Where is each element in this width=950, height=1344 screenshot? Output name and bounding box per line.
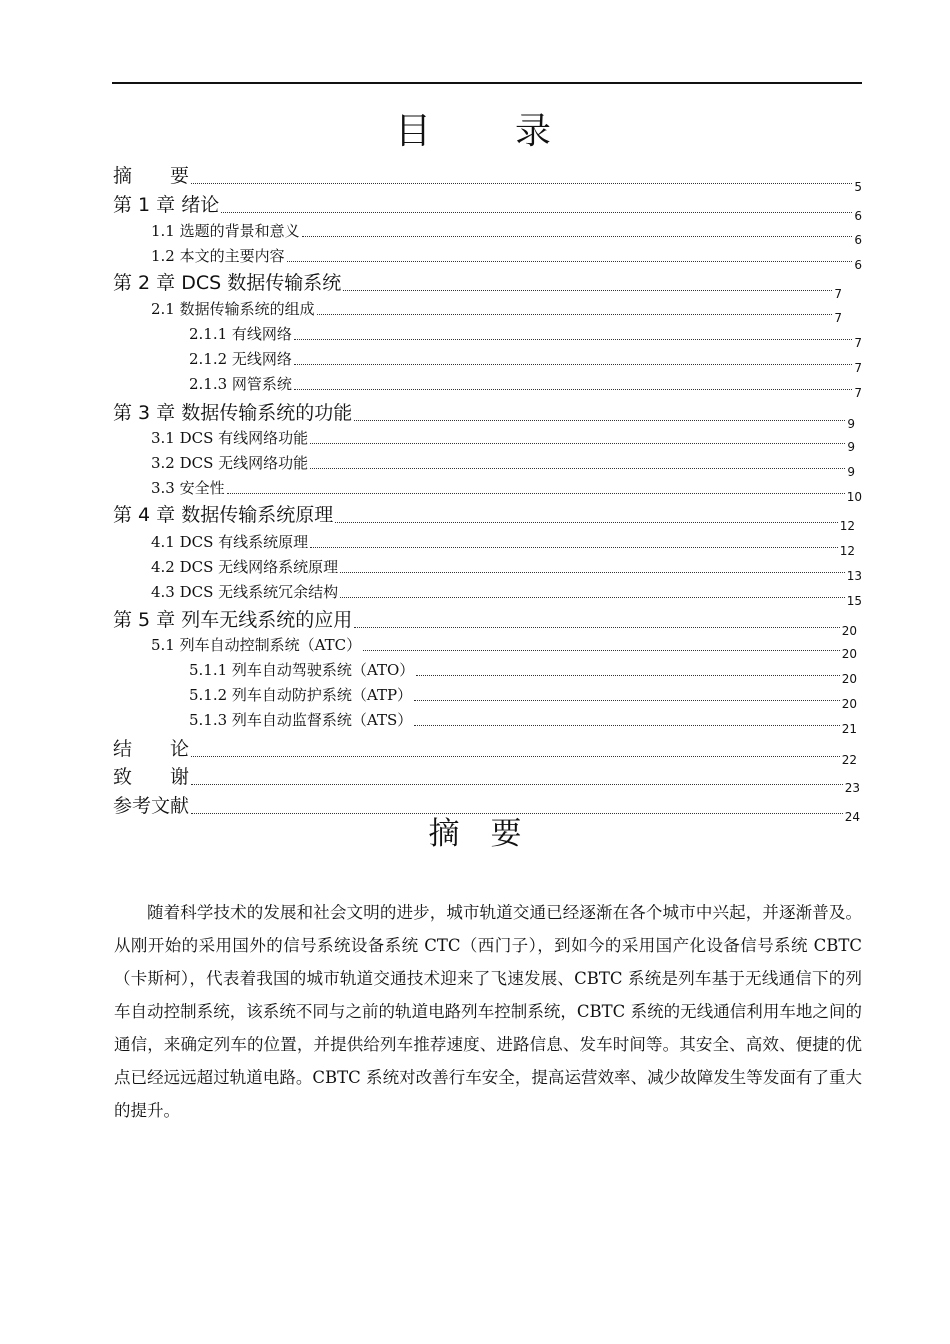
toc-page-number: 20 <box>841 672 857 686</box>
toc-leader <box>335 522 838 523</box>
toc-entry[interactable] <box>189 684 857 711</box>
toc-entry[interactable] <box>189 659 857 686</box>
toc-page-number: 22 <box>841 753 857 767</box>
toc-entry[interactable] <box>151 581 862 608</box>
toc-entry[interactable] <box>113 190 862 223</box>
toc-leader <box>310 443 845 444</box>
toc-entry[interactable] <box>113 398 855 431</box>
toc-leader <box>317 314 833 315</box>
toc-leader <box>340 572 845 573</box>
toc-leader <box>414 700 840 701</box>
toc-page-number: 7 <box>854 336 862 350</box>
toc-entry[interactable] <box>151 245 862 272</box>
toc-entry-text: 4.1 DCS 有线系统原理 <box>151 533 309 551</box>
toc-page-number: 6 <box>854 209 862 223</box>
abstract-body: 随着科学技术的发展和社会文明的进步，城市轨道交通已经逐渐在各个城市中兴起，并逐渐普及。从刚开始的采用国外的信号系统设备系统 CTC（西门子），到如今的采用国产化设备信号系统 CBTC（卡斯柯），代表着我国的城市轨道交通技术迎来了飞速发展、CBTC 系统是列车基于无线通信下的列车自动控制系统，该系统不同与之前的轨道电路列车控制系统，CBTC 系统的无线通信利用车地之间的通信，来确定列车的位置，并提供给列车推荐速度、进路信息、发车时间等。其安全、高效、便捷的优点已经远远超过轨道电路。CBTC 系统对改善行车安全，提高运营效率、减少故障发生等发面有了重大的提升。 <box>114 903 862 1120</box>
toc-leader <box>310 468 845 469</box>
toc-page-number: 9 <box>847 417 855 431</box>
toc-page-number: 23 <box>844 781 860 795</box>
toc-leader <box>191 784 843 785</box>
toc-entry[interactable] <box>113 734 857 767</box>
toc-entry-text: 1.1 选题的背景和意义 <box>151 222 300 240</box>
toc-entry[interactable] <box>151 298 842 325</box>
toc-entry-text: 第 3 章 数据传输系统的功能 <box>113 402 353 424</box>
toc-entry[interactable] <box>113 161 862 194</box>
toc-leader <box>294 364 852 365</box>
toc-entry-text: 2.1 数据传输系统的组成 <box>151 300 315 318</box>
toc-leader <box>294 339 852 340</box>
toc-entry-text: 2.1.3 网管系统 <box>189 375 292 393</box>
toc-entry-text: 致 谢 <box>113 766 190 788</box>
toc-title: 目 录 <box>394 111 555 152</box>
toc-page-number: 7 <box>834 311 842 325</box>
toc-leader <box>414 725 839 726</box>
toc-entry-text: 3.3 安全性 <box>151 479 225 497</box>
toc-entry[interactable] <box>151 556 862 583</box>
toc-page-number: 20 <box>841 647 857 661</box>
toc-leader <box>191 183 852 184</box>
toc-leader <box>363 650 840 651</box>
toc-page-number: 20 <box>841 697 857 711</box>
toc-page-number: 5 <box>854 180 862 194</box>
toc-page-number: 6 <box>854 233 862 247</box>
toc-entry-text: 第 1 章 绪论 <box>113 194 220 216</box>
toc-entry-text: 1.2 本文的主要内容 <box>151 247 285 265</box>
toc-entry[interactable] <box>189 323 862 350</box>
toc-leader <box>227 493 845 494</box>
toc-entry[interactable] <box>113 268 842 301</box>
toc-entry[interactable] <box>113 762 860 795</box>
toc-page-number: 13 <box>846 569 862 583</box>
toc-leader <box>287 261 853 262</box>
toc-entry[interactable] <box>151 531 855 558</box>
toc-page-number: 24 <box>844 810 860 824</box>
toc-page-number: 15 <box>846 594 862 608</box>
toc-page-number: 7 <box>834 287 842 301</box>
toc-entry[interactable] <box>113 605 857 638</box>
toc-page-number: 20 <box>841 624 857 638</box>
toc-page-number: 12 <box>839 519 855 533</box>
toc-entry[interactable] <box>189 348 862 375</box>
toc-leader <box>302 236 853 237</box>
toc-leader <box>340 597 845 598</box>
toc-entry-text: 5.1.2 列车自动防护系统（ATP） <box>189 686 413 704</box>
toc-entry-text: 2.1.1 有线网络 <box>189 325 292 343</box>
toc-leader <box>354 627 840 628</box>
toc-leader <box>343 290 832 291</box>
abstract-title: 摘 要 <box>428 816 522 852</box>
toc-entry-text: 5.1.3 列车自动监督系统（ATS） <box>189 711 413 729</box>
toc-page-number: 9 <box>847 440 855 454</box>
toc-entry-text: 2.1.2 无线网络 <box>189 350 292 368</box>
toc-page-number: 7 <box>854 361 862 375</box>
toc-leader <box>310 547 838 548</box>
toc-page-number: 7 <box>854 386 862 400</box>
toc-entry-text: 第 4 章 数据传输系统原理 <box>113 504 334 526</box>
toc-page-number: 10 <box>846 490 862 504</box>
toc-entry-text: 第 2 章 DCS 数据传输系统 <box>113 272 342 294</box>
toc-entry-text: 第 5 章 列车无线系统的应用 <box>113 609 353 631</box>
toc-leader <box>221 212 852 213</box>
toc-entry-text: 参考文献 <box>113 795 190 817</box>
toc-entry[interactable] <box>189 709 857 736</box>
toc-entry-text: 3.2 DCS 无线网络功能 <box>151 454 309 472</box>
toc-leader <box>191 756 840 757</box>
toc-leader <box>416 675 839 676</box>
toc-entry[interactable] <box>151 634 857 661</box>
toc-entry-text: 5.1 列车自动控制系统（ATC） <box>151 636 362 654</box>
toc-entry-text: 3.1 DCS 有线网络功能 <box>151 429 309 447</box>
toc-entry[interactable] <box>151 452 855 479</box>
toc-entry[interactable] <box>113 500 855 533</box>
toc-page-number: 6 <box>854 258 862 272</box>
toc-leader <box>354 420 845 421</box>
toc-entry-text: 4.3 DCS 无线系统冗余结构 <box>151 583 339 601</box>
toc-entry[interactable] <box>151 220 862 247</box>
toc-entry-text: 4.2 DCS 无线网络系统原理 <box>151 558 339 576</box>
toc-entry[interactable] <box>151 427 855 454</box>
toc-page-number: 12 <box>839 544 855 558</box>
toc-leader <box>294 389 852 390</box>
toc-entry-text: 摘 要 <box>113 165 190 187</box>
toc-page-number: 9 <box>847 465 855 479</box>
toc-entry[interactable] <box>189 373 862 400</box>
toc-page-number: 21 <box>841 722 857 736</box>
toc-entry[interactable] <box>151 477 862 504</box>
toc-entry-text: 5.1.1 列车自动驾驶系统（ATO） <box>189 661 415 679</box>
toc-entry-text: 结 论 <box>113 738 190 760</box>
